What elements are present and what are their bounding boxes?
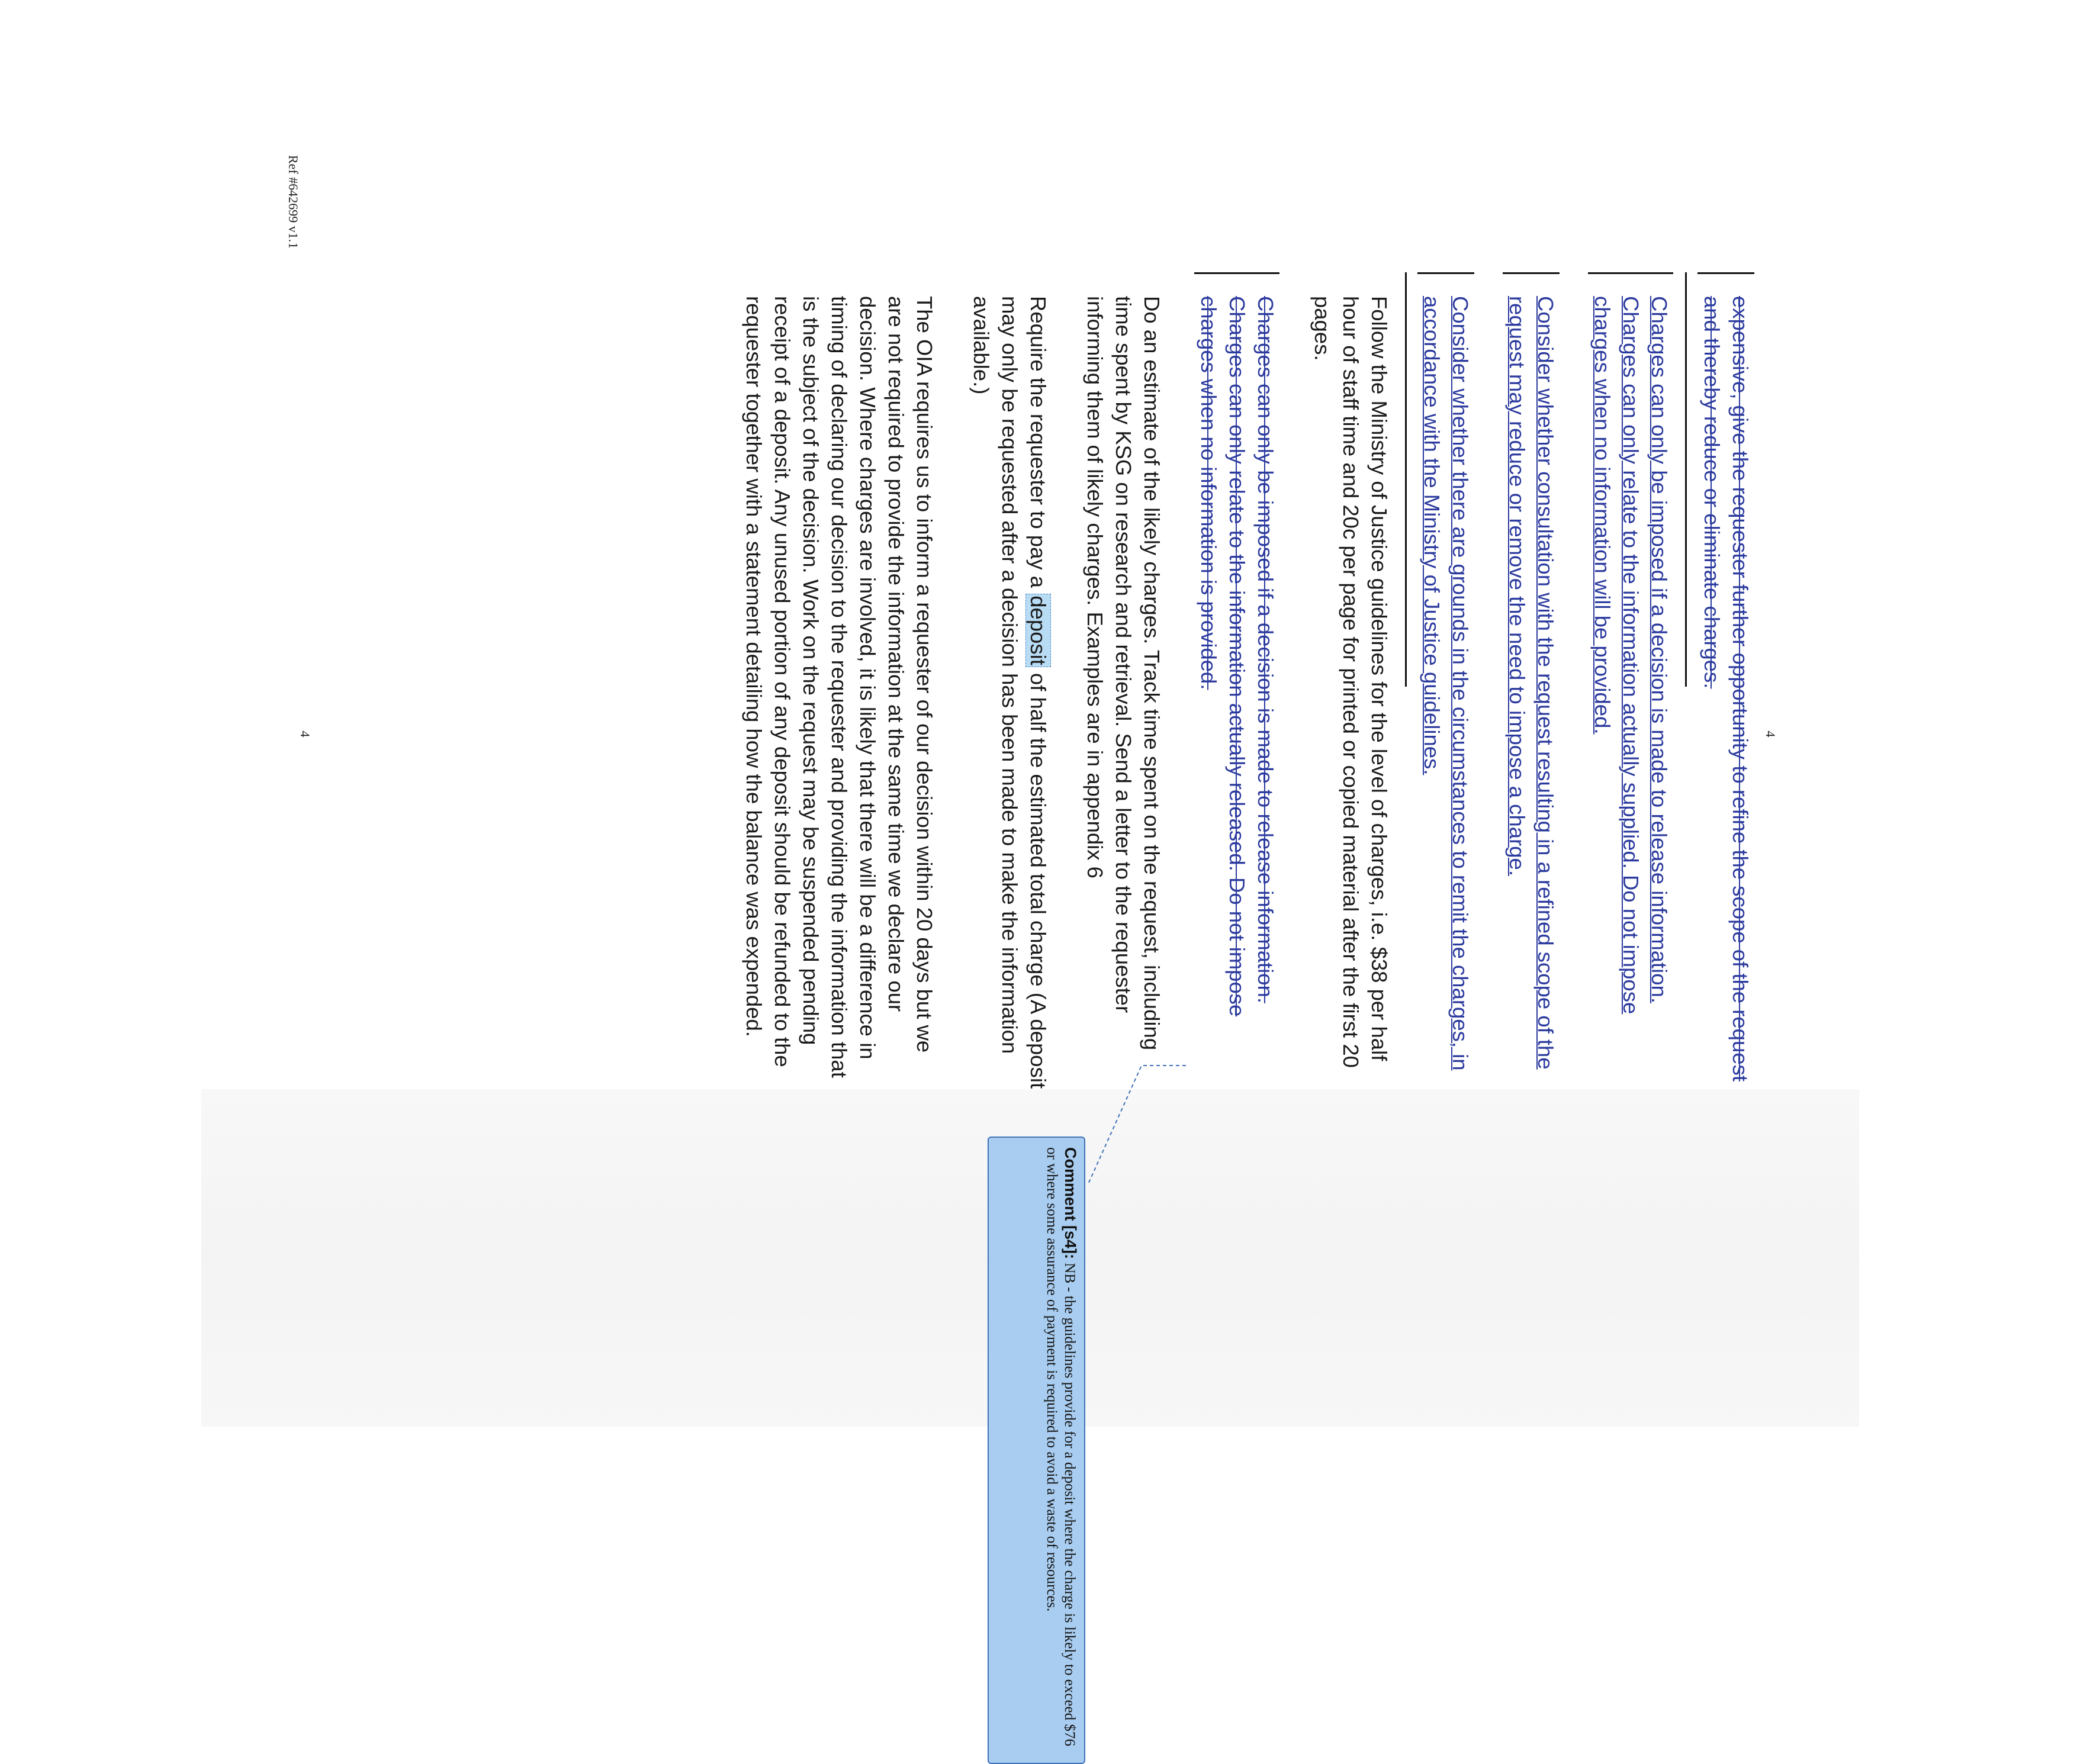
document-reference: Ref #642699 v1.1 [286, 155, 301, 249]
comment-balloon[interactable] [988, 1137, 1085, 1764]
comment-label: Comment [s4]: [1062, 1147, 1079, 1260]
inserted-paragraph-remit-charges: Consider whether there are grounds in the circumstances to remit the charges, in accordance with the Ministry of Justice guidelines. [1417, 296, 1474, 1089]
page-number-bottom: 4 [298, 730, 313, 738]
inserted-paragraph-charges-supplied: Charges can only be imposed if a decision is made to release information. Charges can only relate to the information actually supplied. Do not impose charges when no information will be provided. [1588, 296, 1673, 1089]
paragraph-ministry-guidelines: Follow the Ministry of Justice guidelines for the level of charges, i.e. $38 per half hour of staff time and 20c per page for printed or copied material after the first 20 pages. [1310, 296, 1391, 1068]
paragraph-deposit: Require the requester to pay a deposit of half the estimated total charge (A deposit may only be requested after a decision has been made to make the information available.) [969, 296, 1050, 1089]
comment-leader-line [1085, 1060, 1189, 1190]
deleted-paragraph-charges-released: Charges can only be imposed if a decision is made to release information. Charges can only relate to the information actually released. Do not impose charges when no information is provided. [1194, 296, 1279, 1089]
deleted-paragraph-refine-scope: expensive, give the requester further opportunity to refine the scope of the request and thereby reduce or eliminate charges. [1697, 296, 1754, 1089]
revision-divider [1685, 272, 1687, 687]
inserted-paragraph-consultation: Consider whether consultation with the request resulting in a refined scope of the request may reduce or remove the need to impose a charge. [1503, 296, 1560, 1089]
paragraph-oia-timing: The OIA requires us to inform a requester of our decision within 20 days but we are not required to provide the information at the same time we declare our decision. Where charges are involved, it is likely that there will be a difference in timing of declaring our decision to the requester and providing the information that is the subject of the decision. Work on the request may be suspended pending receipt of a deposit. Any unused portion of any deposit should be refunded to the requester together with a statement detailing how the balance was expended. [742, 296, 937, 1078]
comment-text: NB - the guidelines provide for a deposit where the charge is likely to exceed $76 or where some assurance of payment is required to avoid a waste of resources. [1044, 1147, 1078, 1746]
revision-divider [1405, 272, 1407, 687]
page-number-top: 4 [1763, 730, 1778, 738]
paragraph-estimate-charges: Do an estimate of the likely charges. Track time spent on the request, including time spent by KSG on research and retrieval. Send a letter to the requester informing them of likely charges. Examples are in appendix 6 [1083, 296, 1164, 1051]
comment-anchor-highlight[interactable]: deposit [1025, 594, 1051, 667]
document-body [740, 296, 1754, 1089]
